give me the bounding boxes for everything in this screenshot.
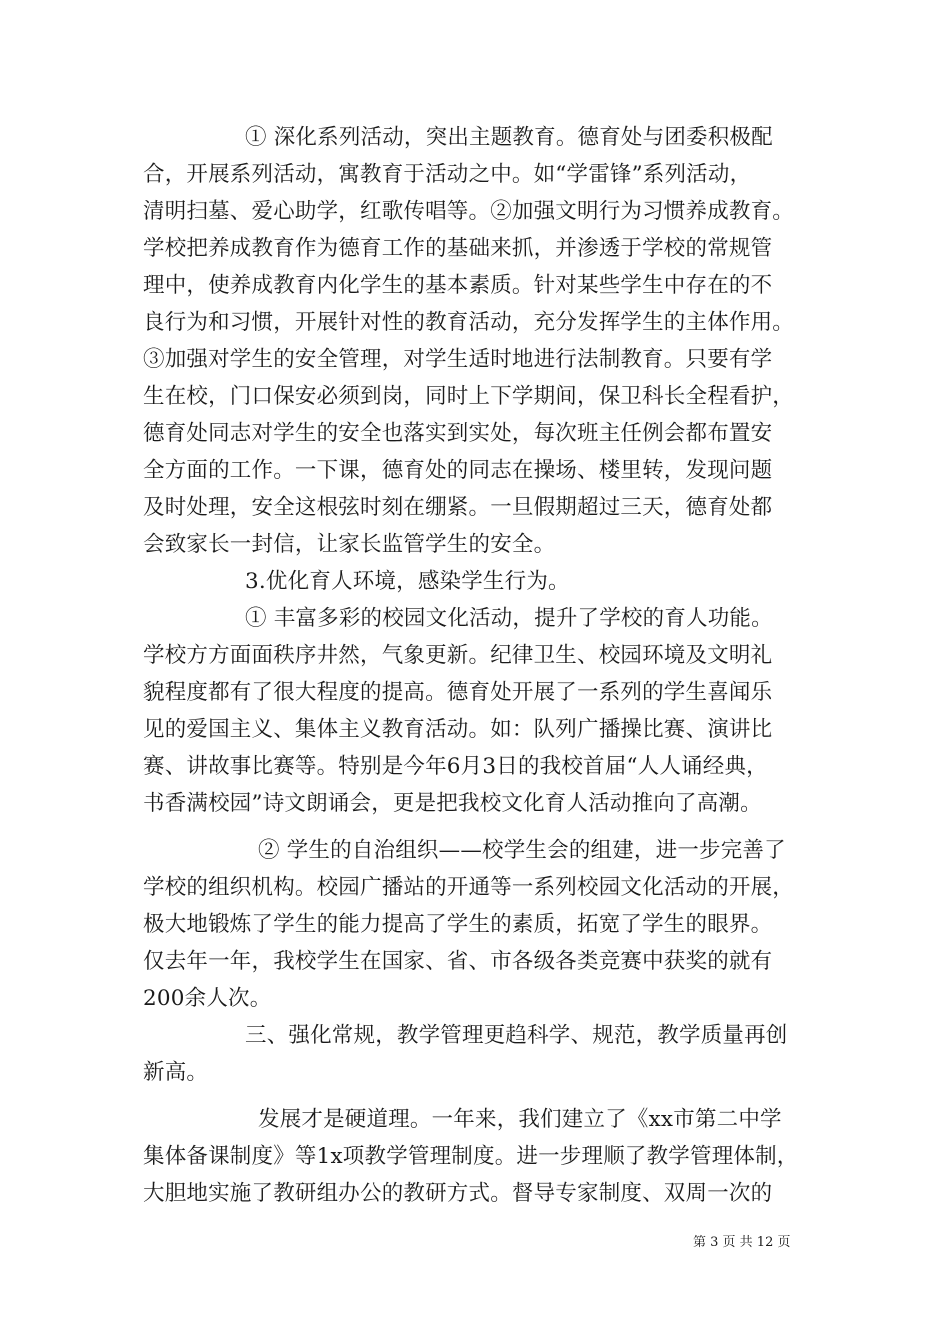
body-line: 集体备课制度》等1x项教学管理制度。进一步理顺了教学管理体制， — [143, 1144, 799, 1169]
body-line: 合，开展系列活动，寓教育于活动之中。如“学雷锋”系列活动， — [143, 162, 752, 187]
body-line: 200余人次。 — [143, 986, 272, 1011]
body-line: 德育处同志对学生的安全也落实到实处，每次班主任例会都布置安 — [143, 421, 773, 446]
body-line: ① 丰富多彩的校园文化活动，提升了学校的育人功能。 — [245, 606, 773, 631]
body-line: 赛、讲故事比赛等。特别是今年6月3日的我校首届“人人诵经典， — [143, 754, 768, 779]
section-heading-continued: 新高。 — [143, 1060, 209, 1085]
body-line: 及时处理，安全这根弦时刻在绷紧。一旦假期超过三天，德育处都 — [143, 495, 773, 520]
body-line: 书香满校园”诗文朗诵会，更是把我校文化育人活动推向了高潮。 — [143, 791, 762, 816]
body-line: 学校的组织机构。校园广播站的开通等一系列校园文化活动的开展， — [143, 875, 795, 900]
body-line: 会致家长一封信，让家长监管学生的安全。 — [143, 532, 556, 557]
body-line: 貌程度都有了很大程度的提高。德育处开展了一系列的学生喜闻乐 — [143, 680, 773, 705]
body-line: 清明扫墓、爱心助学，红歌传唱等。②加强文明行为习惯养成教育。 — [143, 199, 795, 224]
section-heading: 3.优化育人环境，感染学生行为。 — [245, 569, 570, 594]
body-line: ③加强对学生的安全管理，对学生适时地进行法制教育。只要有学 — [143, 347, 773, 372]
body-line: 学校方方面面秩序井然，气象更新。纪律卫生、校园环境及文明礼 — [143, 643, 773, 668]
body-line: 极大地锻炼了学生的能力提高了学生的素质，拓宽了学生的眼界。 — [143, 912, 773, 937]
body-line: ① 深化系列活动，突出主题教育。德育处与团委积极配 — [245, 125, 773, 150]
body-line: 全方面的工作。一下课，德育处的同志在操场、楼里转，发现问题 — [143, 458, 773, 483]
body-line: 生在校，门口保安必须到岗，同时上下学期间，保卫科长全程看护， — [143, 384, 795, 409]
body-line: 仅去年一年，我校学生在国家、省、市各级各类竞赛中获奖的就有 — [143, 949, 773, 974]
body-line: 学校把养成教育作为德育工作的基础来抓，并渗透于学校的常规管 — [143, 236, 773, 261]
body-line: 发展才是硬道理。一年来，我们建立了《xx市第二中学 — [258, 1107, 782, 1132]
body-line: 良行为和习惯，开展针对性的教育活动，充分发挥学生的主体作用。 — [143, 310, 795, 335]
body-line: ② 学生的自治组织——校学生会的组建，进一步完善了 — [258, 838, 786, 863]
body-line: 理中，使养成教育内化学生的基本素质。针对某些学生中存在的不 — [143, 273, 773, 298]
section-heading: 三、强化常规，教学管理更趋科学、规范，教学质量再创 — [245, 1023, 788, 1048]
body-line: 大胆地实施了教研组办公的教研方式。督导专家制度、双周一次的 — [143, 1181, 773, 1206]
page-number: 第 3 页 共 12 页 — [693, 1235, 791, 1250]
body-line: 见的爱国主义、集体主义教育活动。如：队列广播操比赛、演讲比 — [143, 717, 773, 742]
